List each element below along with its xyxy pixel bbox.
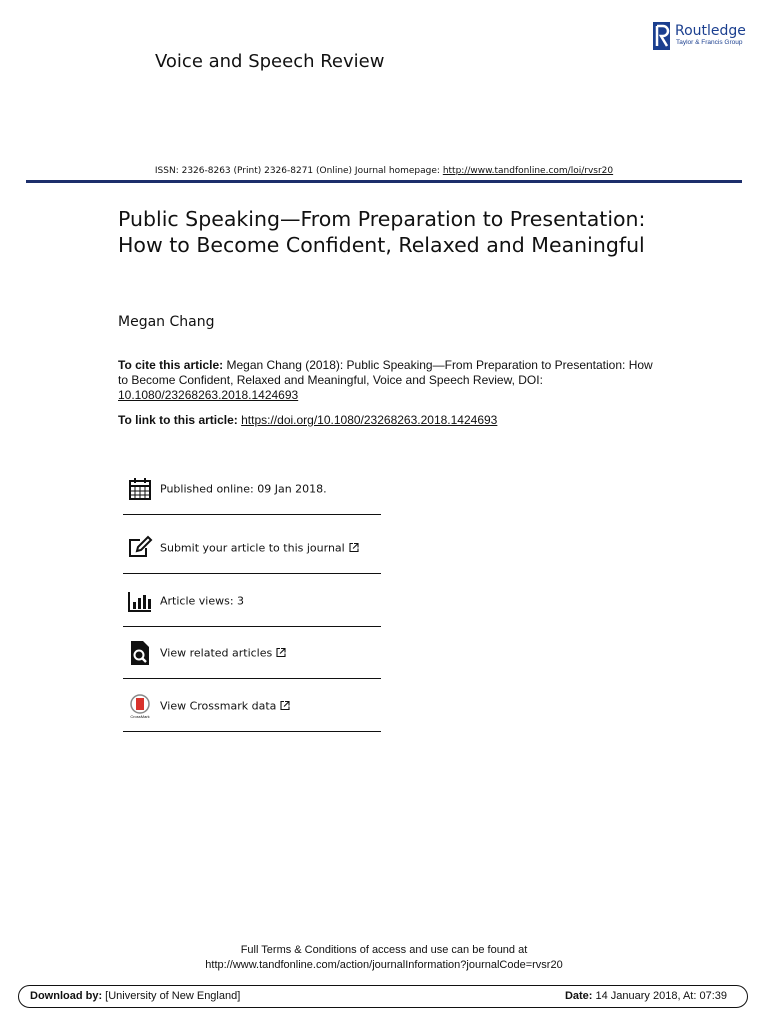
edit-icon — [127, 535, 153, 561]
external-link-icon — [349, 543, 359, 553]
routledge-logo-icon — [652, 21, 672, 51]
terms-url[interactable]: http://www.tandfonline.com/action/journalInformation?journalCode=rvsr20 — [205, 959, 563, 971]
crossmark-icon — [127, 693, 153, 719]
cite-label: To cite this article: — [118, 358, 224, 372]
row-divider — [123, 514, 381, 515]
cite-text: Megan Chang (2018): Public Speaking—From Preparation to Presentation: How to Become Confident, Relaxed and Meaningful, Voice and Speech Review, DOI: — [118, 358, 653, 387]
row-divider — [123, 731, 381, 732]
published-online-row — [123, 463, 381, 515]
author-name: Megan Chang — [118, 314, 215, 330]
cite-doi-link[interactable]: 10.1080/23268263.2018.1424693 — [118, 388, 299, 402]
terms-block — [0, 943, 768, 973]
doi-link[interactable]: https://doi.org/10.1080/23268263.2018.1424693 — [241, 413, 498, 427]
link-label: To link to this article: — [118, 413, 242, 427]
submit-article-row[interactable] — [123, 522, 381, 574]
journal-homepage-link[interactable]: http://www.tandfonline.com/loi/rvsr20 — [442, 166, 614, 176]
journal-title: Voice and Speech Review — [155, 51, 385, 72]
related-articles-row[interactable] — [123, 627, 381, 679]
article-title: Public Speaking—From Preparation to Presentation: How to Become Confident, Relaxed and Meaningful — [118, 207, 646, 257]
citation-block — [118, 358, 658, 403]
terms-line-1: Full Terms & Conditions of access and use can be found at — [240, 944, 528, 956]
download-date: Date: 14 January 2018, At: 07:39 — [564, 990, 727, 1002]
issn-line — [0, 166, 768, 176]
row-divider — [123, 573, 381, 574]
external-link-icon — [280, 701, 290, 711]
published-online-text: Published online: 09 Jan 2018. — [160, 482, 327, 496]
header-rule — [26, 180, 742, 183]
document-search-icon — [127, 640, 153, 666]
external-link-icon — [276, 648, 286, 658]
bar-chart-icon — [127, 588, 153, 614]
article-link-block — [118, 413, 658, 427]
related-articles-link[interactable]: View related articles — [160, 647, 286, 660]
calendar-icon — [127, 476, 153, 502]
crossmark-badge-text: CrossMark — [130, 714, 150, 719]
download-bar — [18, 985, 748, 1008]
publisher-subtitle: Taylor & Francis Group — [676, 39, 743, 46]
crossmark-row[interactable] — [123, 680, 381, 732]
article-views-row — [123, 575, 381, 627]
publisher-logo — [652, 21, 752, 51]
issn-text: ISSN: 2326-8263 (Print) 2326-8271 (Online) Journal homepage: — [154, 166, 443, 176]
submit-article-link[interactable]: Submit your article to this journal — [160, 542, 359, 555]
article-views-text: Article views: 3 — [160, 594, 245, 608]
publisher-name: Routledge — [675, 23, 746, 39]
row-divider — [123, 678, 381, 679]
crossmark-link[interactable]: View Crossmark data — [160, 700, 290, 713]
download-info: Download by: [University of New England] — [30, 990, 241, 1002]
